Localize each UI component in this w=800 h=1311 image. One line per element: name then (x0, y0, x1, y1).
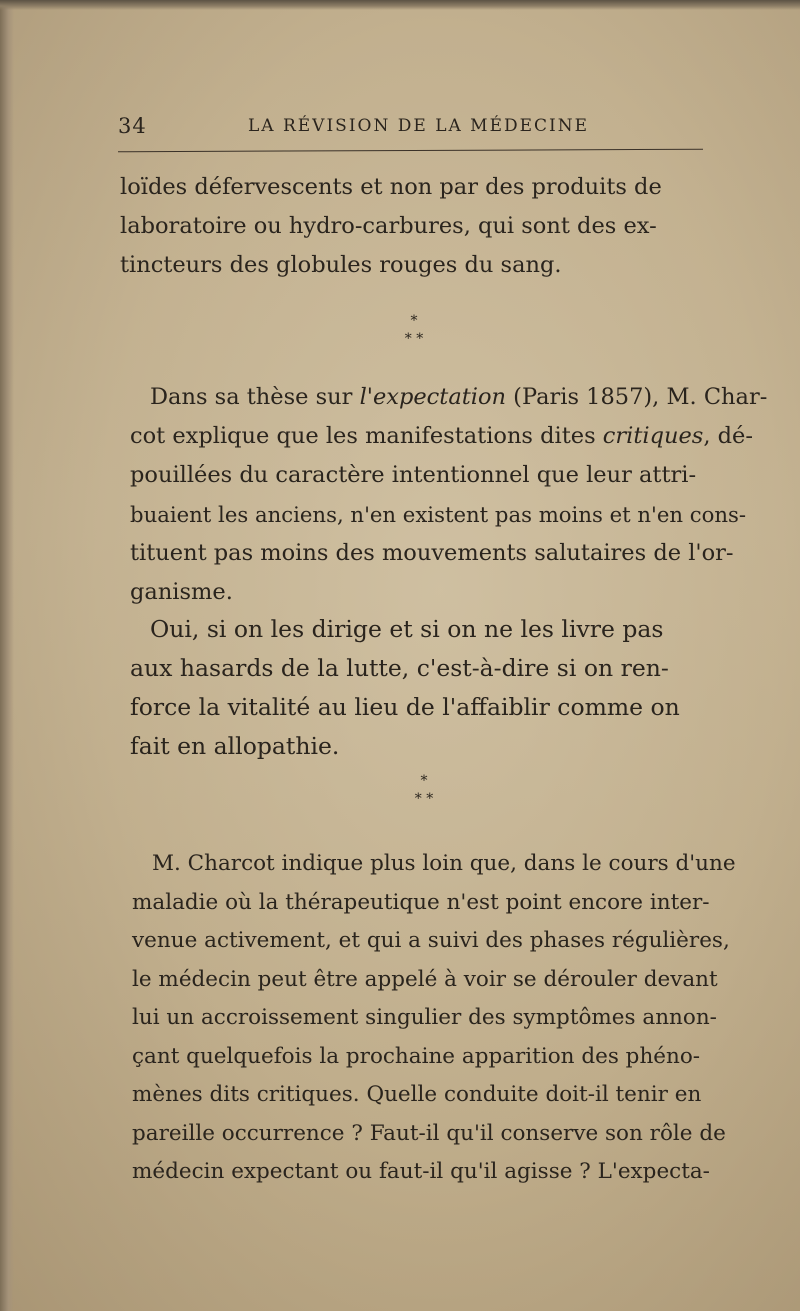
text-line: loïdes défervescents et non par des produits de (120, 174, 662, 200)
text-run: , dé- (703, 423, 753, 449)
paragraph-3 (130, 610, 720, 766)
asterism-bottom: * * (414, 791, 434, 807)
paragraph-1 (120, 168, 710, 285)
italic-term: critiques (602, 423, 704, 449)
text-line: médecin expectant ou faut-il qu'il agisse ? L'expecta- (132, 1159, 710, 1184)
text-run: Dans sa thèse sur (150, 384, 360, 410)
text-line: Oui, si on les dirige et si on ne les livre pas (150, 615, 664, 643)
header-rule (118, 149, 703, 153)
paragraph-4 (132, 845, 736, 1192)
page-header (118, 108, 708, 148)
text-line (130, 417, 753, 456)
text-line: pouillées du caractère intentionnel que leur attri- (130, 462, 697, 488)
running-title: LA RÉVISION DE LA MÉDECINE (248, 116, 590, 136)
page-edge-top (0, 0, 800, 10)
text-line: tituent pas moins des mouvements salutaires de l'or- (130, 540, 734, 566)
text-run: (Paris 1857), M. Char- (506, 384, 768, 410)
page-number: 34 (118, 114, 147, 138)
page-edge-left (0, 0, 14, 1311)
text-line: ganisme. (130, 579, 233, 605)
italic-term: l'expectation (359, 384, 507, 410)
text-line: pareille occurrence ? Faut-il qu'il conserve son rôle de (132, 1120, 726, 1146)
text-run: cot explique que les manifestations dites (130, 423, 603, 449)
section-break-asterism (394, 772, 454, 808)
text-line: lui un accroissement singulier des symptômes annon- (132, 1005, 717, 1030)
text-line (130, 378, 768, 417)
asterism-bottom: * * (404, 331, 424, 347)
text-line: fait en allopathie. (130, 732, 340, 760)
text-line: M. Charcot indique plus loin que, dans le cours d'une (152, 851, 736, 876)
text-line: le médecin peut être appelé à voir se dérouler devant (132, 966, 718, 992)
paragraph-2 (130, 378, 768, 612)
text-line: mènes dits critiques. Quelle conduite doit-il tenir en (132, 1082, 702, 1107)
text-line: force la vitalité au lieu de l'affaiblir comme on (130, 693, 680, 721)
asterism-top: * (410, 313, 418, 329)
text-line: maladie où la thérapeutique n'est point encore inter- (132, 889, 710, 915)
text-line: aux hasards de la lutte, c'est-à-dire si on ren- (130, 654, 669, 682)
text-line: çant quelquefois la prochaine apparition des phéno- (132, 1043, 701, 1069)
text-line: venue activement, et qui a suivi des phases régulières, (132, 928, 730, 953)
text-line: laboratoire ou hydro-carbures, qui sont des ex- (120, 213, 657, 239)
text-line: tincteurs des globules rouges du sang. (120, 252, 562, 278)
text-line: buaient les anciens, n'en existent pas moins et n'en cons- (130, 502, 747, 527)
asterism-top: * (420, 773, 428, 789)
section-break-asterism (384, 312, 444, 348)
